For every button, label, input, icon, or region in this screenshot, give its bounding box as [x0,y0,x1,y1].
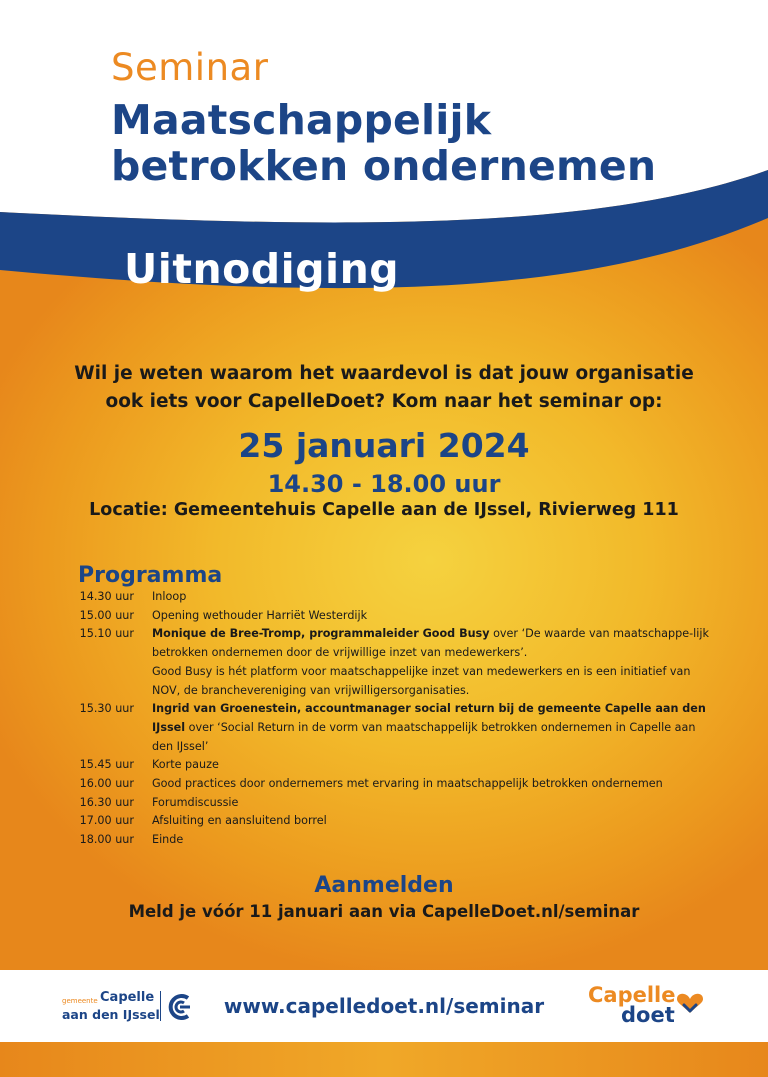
program-list [72,588,712,850]
program-row [72,756,712,775]
program-time: 14.30 uur [79,590,134,603]
intro-line-2: ook iets voor CapelleDoet? Kom naar het seminar op: [105,391,663,412]
title-line-2: betrokken ondernemen [111,142,657,190]
logo-doet-text: doet [621,1003,675,1027]
program-row [72,831,712,850]
program-row [72,607,712,626]
program-speaker: Ingrid van Groenestein, accountmanager social return bij de gemeente Capelle aan den IJssel [152,702,706,734]
program-time: 15.45 uur [79,758,134,772]
intro-text [0,360,768,416]
footer-url-link[interactable]: www.capelledoet.nl/seminar [223,994,545,1018]
seminar-label: Seminar [111,46,269,89]
intro-line-1: Wil je weten waarom het waardevol is dat jouw organisatie [74,363,694,384]
program-time: 18.00 uur [79,833,134,847]
program-description [152,775,712,794]
program-row [72,700,712,756]
program-text: over ‘Social Return in de vorm van maatschappelijk betrokken ondernemen in Capelle aan den IJssel’ [152,720,696,753]
program-description [152,794,712,813]
program-time: 16.30 uur [79,795,134,809]
program-description [152,700,712,756]
program-text: over ‘De waarde van maatschappe-lijk betrokken ondernemen door de vrijwillige inzet van medewerkers’. [152,627,709,660]
program-time: 15.30 uur [79,702,134,716]
program-row [72,794,712,813]
logo-gemeente-label: gemeente [62,997,98,1005]
program-text: Korte pauze [152,758,219,772]
program-text: Forumdiscussie [152,795,239,809]
register-title: Aanmelden [314,873,454,898]
program-time: 15.00 uur [79,608,134,622]
event-time: 14.30 - 18.00 uur [267,470,501,498]
program-description [152,625,712,700]
program-description [152,607,712,626]
invitation-heading: Uitnodiging [124,245,400,293]
logo-aan-den-ijssel-label: aan den IJssel [62,1007,160,1022]
title-line-1: Maatschappelijk [111,96,492,144]
program-row [72,775,712,794]
program-description [152,588,712,607]
program-title: Programma [78,563,223,588]
logo-capelle-text: Capelle [588,983,676,1007]
program-row [72,812,712,831]
program-text: Einde [152,833,184,847]
bottom-bar [0,1042,768,1077]
event-location: Locatie: Gemeentehuis Capelle aan de IJssel, Rivierweg 111 [89,500,679,520]
program-time: 17.00 uur [79,814,134,828]
page-title [111,97,731,189]
program-time: 15.10 uur [79,627,134,641]
program-description [152,812,712,831]
heart-icon [674,989,706,1017]
event-date: 25 januari 2024 [238,426,530,465]
program-time: 16.00 uur [79,777,134,791]
program-text: Opening wethouder Harriët Westerdijk [152,608,368,622]
program-text: Inloop [152,590,187,603]
program-description [152,831,712,850]
program-text: Afsluiting en aansluitend borrel [152,814,327,828]
register-text: Meld je vóór 11 januari aan via CapelleDoet.nl/seminar [128,902,640,921]
program-row [72,625,712,700]
program-extra: Good Busy is hét platform voor maatschappelijke inzet van medewerkers en is een initiatief van NOV, de branchevereniging van vrijwilligersorganisaties. [152,664,691,697]
program-row [72,588,712,607]
program-text: Good practices door ondernemers met ervaring in maatschappelijk betrokken ondernemen [152,777,663,791]
capelle-doet-logo[interactable] [588,983,708,1029]
program-description [152,756,712,775]
logo-capelle-label: Capelle [100,990,155,1005]
program-speaker: Monique de Bree-Tromp, programmaleider Good Busy [152,627,490,641]
